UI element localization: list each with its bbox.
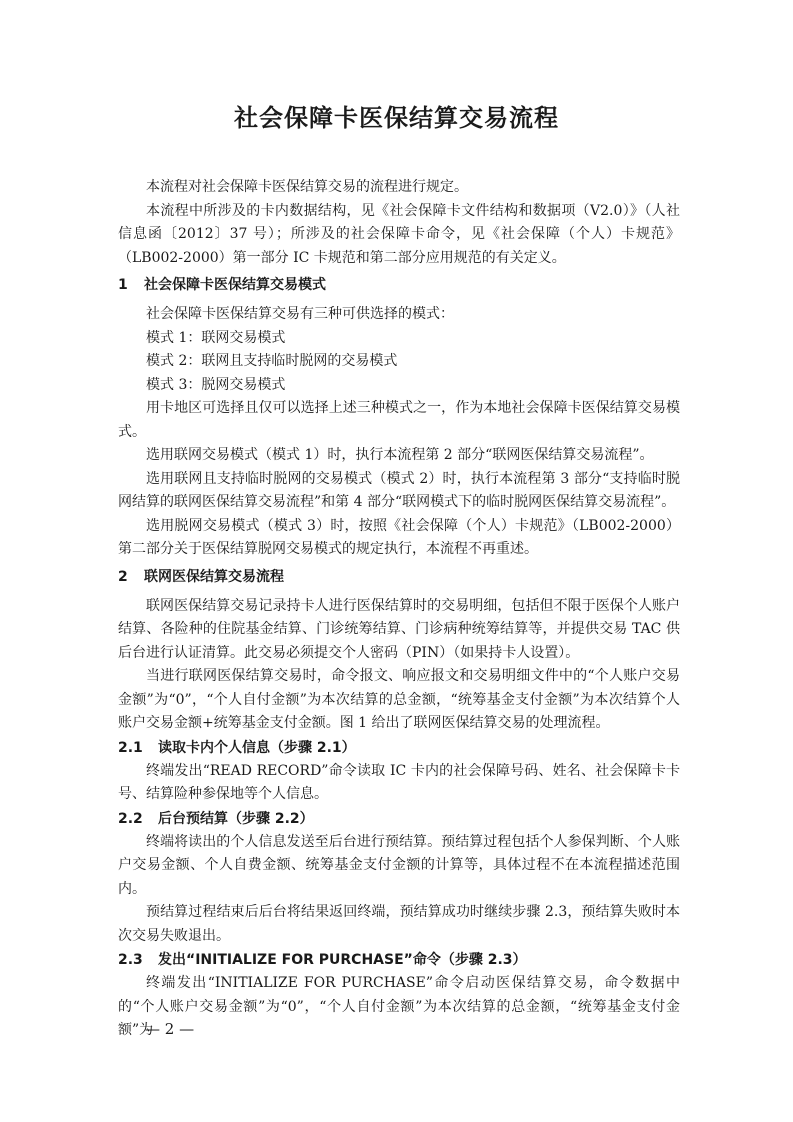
subsection-title: 读取卡内个人信息（步骤 2.1） — [158, 739, 356, 756]
mode-3-item: 模式 3：脱网交易模式 — [146, 376, 286, 393]
page-number: — 2 — — [145, 1020, 195, 1038]
document-body — [118, 176, 680, 1043]
subsection-number: 2.3 — [118, 952, 143, 968]
subsection-paragraph: 终端发出“READ RECORD”命令读取 IC 卡内的社会保障号码、姓名、社会保障卡卡号、结算险种参保地等个人信息。 — [118, 762, 680, 802]
section1-paragraph: 选用联网交易模式（模式 1）时，执行本流程第 2 部分“联网医保结算交易流程”。 — [146, 447, 654, 463]
subsection-paragraph: 终端将读出的个人信息发送至后台进行预结算。预结算过程包括个人参保判断、个人账户交易金额、个人自费金额、统筹基金支付金额的计算等，具体过程不在本流程描述范围内。 — [118, 833, 680, 897]
section-title: 社会保障卡医保结算交易模式 — [144, 277, 326, 293]
intro-paragraph: 本流程中所涉及的卡内数据结构，见《社会保障卡文件结构和数据项（V2.0）》（人社信息函〔2012〕37 号）；所涉及的社会保障卡命令，见《社会保障（个人）卡规范》（LB002-2000）第一部分 IC 卡规范和第二部分应用规范的有关定义。 — [118, 202, 680, 266]
section-title: 联网医保结算交易流程 — [144, 568, 284, 585]
subsection-number: 2.1 — [118, 739, 143, 756]
subsection-paragraph: 终端发出“INITIALIZE FOR PURCHASE”命令启动医保结算交易，命令数据中的“个人账户交易金额”为“0”，“个人自付金额”为本次结算的总金额，“统筹基金支付金额”为 — [118, 975, 680, 1038]
section-number: 1 — [118, 277, 128, 293]
section-number: 2 — [118, 568, 128, 585]
subsection-heading-2-1 — [118, 736, 680, 760]
section1-paragraph: 选用脱网交易模式（模式 3）时，按照《社会保障（个人）卡规范》（LB002-2000）第二部分关于医保结算脱网交易模式的规定执行，本流程不再重述。 — [118, 517, 680, 557]
document-title: 社会保障卡医保结算交易流程 — [234, 103, 559, 132]
intro-paragraph: 本流程对社会保障卡医保结算交易的流程进行规定。 — [146, 179, 468, 195]
subsection-paragraph: 预结算过程结束后后台将结果返回终端，预结算成功时继续步骤 2.3，预结算失败时本次交易失败退出。 — [118, 904, 680, 944]
section1-paragraph: 用卡地区可选择且仅可以选择上述三种模式之一，作为本地社会保障卡医保结算交易模式。 — [118, 400, 680, 440]
mode-2-item: 模式 2：联网且支持临时脱网的交易模式 — [146, 353, 398, 369]
subsection-heading-2-3 — [118, 948, 680, 972]
section-heading-2 — [118, 565, 680, 589]
section2-paragraph: 当进行联网医保结算交易时，命令报文、响应报文和交易明细文件中的“个人账户交易金额”为“0”，“个人自付金额”为本次结算的总金额，“统筹基金支付金额”为本次结算个人账户交易金额+统筹基金支付金额。图 1 给出了联网医保结算交易的处理流程。 — [118, 668, 680, 731]
section1-paragraph: 选用联网且支持临时脱网的交易模式（模式 2）时，执行本流程第 3 部分“支持临时脱网结算的联网医保结算交易流程”和第 4 部分“联网模式下的临时脱网医保结算交易流程”。 — [118, 470, 680, 510]
subsection-number: 2.2 — [118, 810, 143, 827]
mode-1-item: 模式 1：联网交易模式 — [146, 329, 286, 346]
section1-paragraph: 社会保障卡医保结算交易有三种可供选择的模式： — [146, 306, 454, 322]
subsection-title: 发出“INITIALIZE FOR PURCHASE”命令（步骤 2.3） — [158, 952, 527, 968]
section-heading-1 — [118, 273, 680, 297]
subsection-heading-2-2 — [118, 807, 680, 831]
section2-paragraph: 联网医保结算交易记录持卡人进行医保结算时的交易明细，包括但不限于医保个人账户结算、各险种的住院基金结算、门诊统筹结算、门诊病种统筹结算等，并提供交易 TAC 供后台进行认证清算。此交易必须提交个人密码（PIN）（如果持卡人设置）。 — [118, 597, 680, 661]
subsection-title: 后台预结算（步骤 2.2） — [158, 810, 314, 827]
